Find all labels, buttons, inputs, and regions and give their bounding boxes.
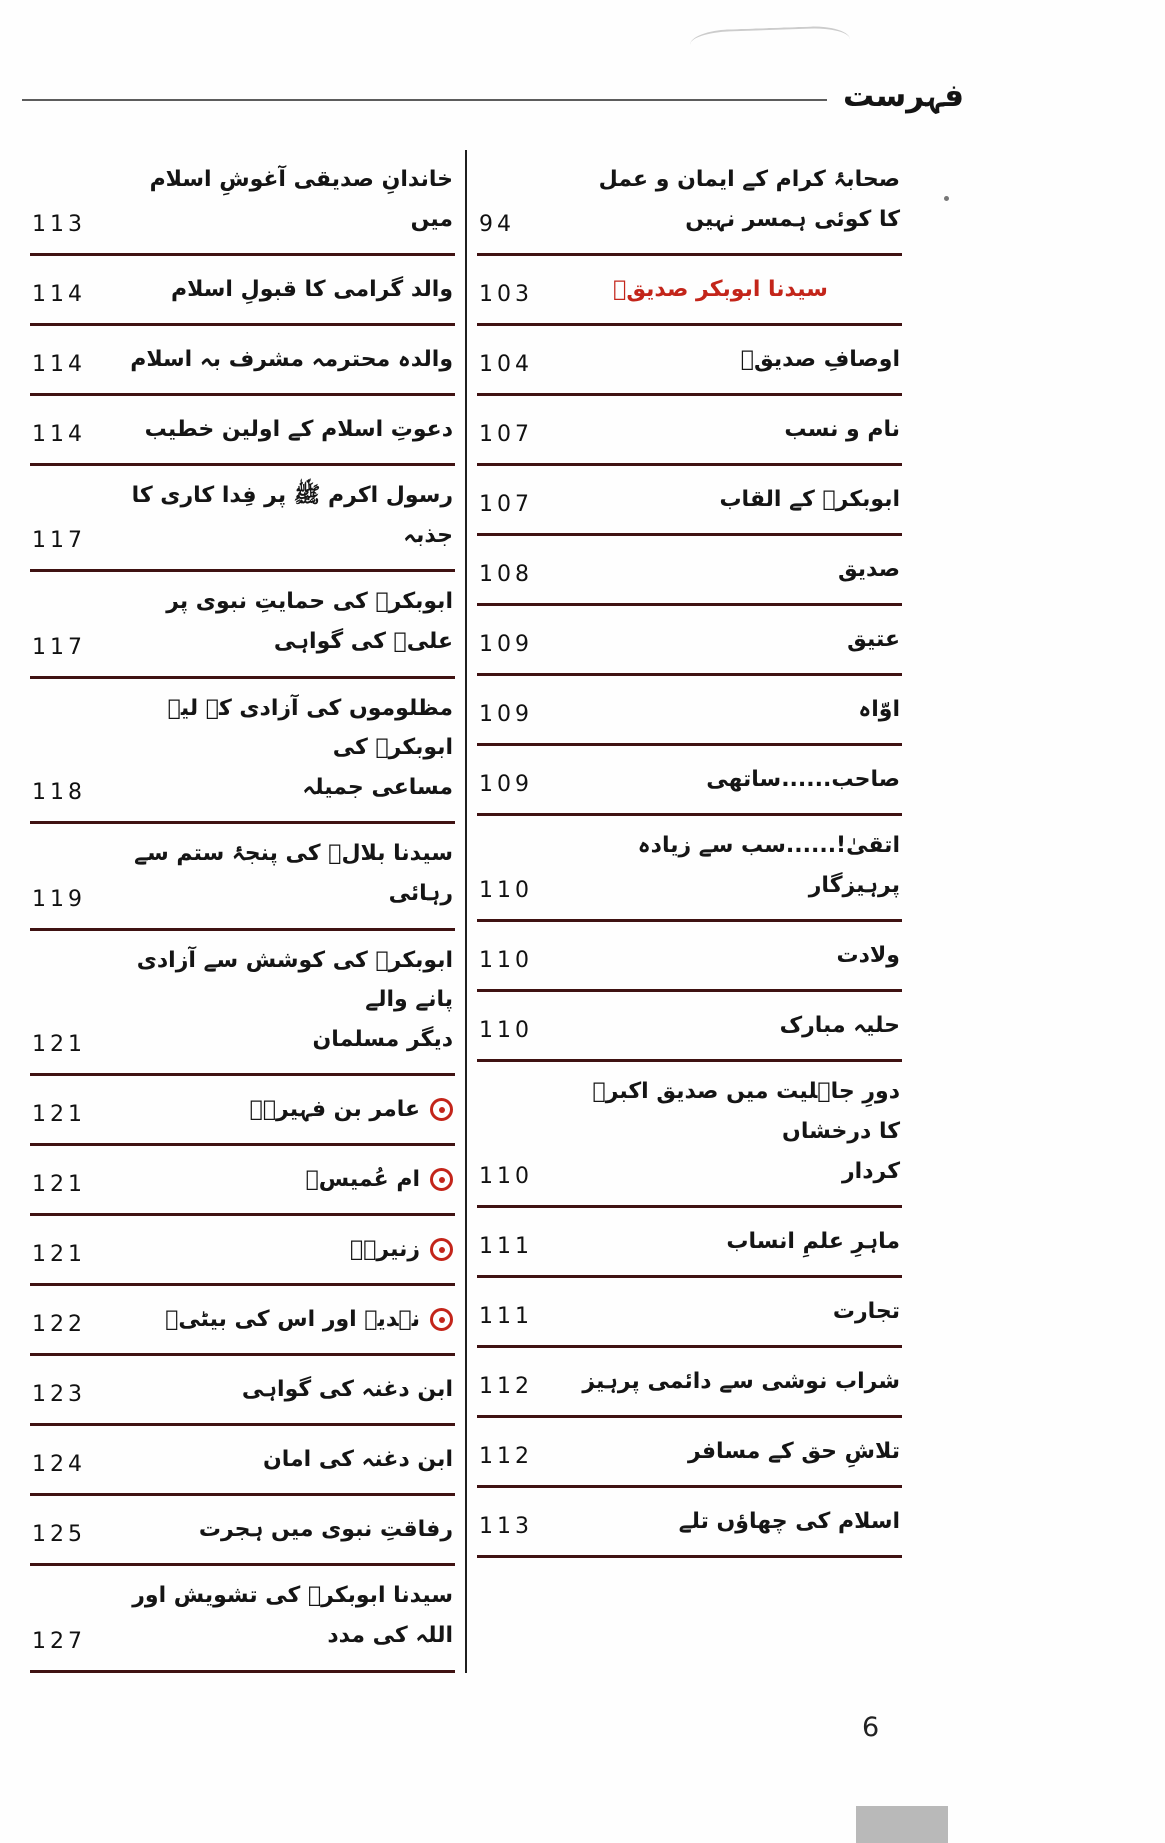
toc-entry bbox=[477, 1418, 902, 1488]
toc-entry bbox=[30, 396, 455, 466]
toc-entry-title: اسلام کی چھاؤں تلے bbox=[678, 1508, 900, 1534]
toc-entry-title: عامر بن فہیرہؓ bbox=[249, 1096, 420, 1122]
toc-entry-title-wrap bbox=[199, 1510, 453, 1550]
toc-entry-title: ماہرِ علمِ انساب bbox=[726, 1228, 900, 1254]
toc-column-left bbox=[20, 150, 465, 1673]
toc-entry bbox=[30, 150, 455, 256]
toc-entry-title: سیدنا ابوبکرؓ کی تشویش اور اللہ کی مدد bbox=[132, 1583, 453, 1648]
scan-artifact-curve bbox=[690, 25, 851, 59]
toc-entry bbox=[30, 466, 455, 572]
toc-entry-page-number: 113 bbox=[479, 1514, 533, 1540]
toc-entry-title-wrap bbox=[570, 1072, 900, 1191]
toc-entry-title-wrap bbox=[570, 826, 900, 905]
toc-entry-title: والدہ محترمہ مشرف بہ اسلام bbox=[130, 346, 453, 372]
red-bullet-icon bbox=[430, 1238, 453, 1261]
toc-entry-title-wrap bbox=[130, 340, 453, 380]
toc-entry-page-number: 121 bbox=[32, 1242, 86, 1268]
toc-entry-page-number: 121 bbox=[32, 1032, 86, 1058]
toc-entry-page-number: 117 bbox=[32, 528, 86, 554]
toc-entry-title: اتقیٰ!......سب سے زیادہ پرہیزگار bbox=[637, 833, 900, 898]
toc-entry bbox=[477, 1278, 902, 1348]
toc-content bbox=[20, 150, 912, 1673]
toc-entry-page-number: 121 bbox=[32, 1172, 86, 1198]
toc-entry-title: ابوبکرؓ کی حمایتِ نبوی پر علیؓ کی گواہی bbox=[166, 589, 453, 654]
toc-entry-page-number: 110 bbox=[479, 948, 533, 974]
toc-entry-page-number: 111 bbox=[479, 1304, 533, 1330]
toc-entry-title-wrap bbox=[837, 936, 900, 976]
toc-entry-title: زنیرہؓ bbox=[350, 1236, 420, 1262]
toc-entry-title-wrap bbox=[679, 1502, 900, 1542]
toc-entry bbox=[477, 676, 902, 746]
toc-entry bbox=[30, 931, 455, 1077]
toc-entry-title-wrap bbox=[123, 834, 453, 913]
toc-entry-page-number: 110 bbox=[479, 1164, 533, 1190]
toc-entry-title-wrap bbox=[165, 1300, 453, 1340]
toc-header bbox=[22, 78, 964, 114]
header-rule bbox=[22, 99, 827, 101]
toc-entry bbox=[477, 466, 902, 536]
toc-entry-page-number: 109 bbox=[479, 772, 533, 798]
toc-entry bbox=[477, 992, 902, 1062]
toc-entry-title-wrap bbox=[719, 480, 900, 520]
toc-entry-title: حلیہ مبارک bbox=[779, 1012, 900, 1038]
toc-entry bbox=[30, 1496, 455, 1566]
toc-entry-page-number: 113 bbox=[32, 212, 86, 238]
toc-entry bbox=[30, 1426, 455, 1496]
toc-entry-title: اوصافِ صدیقؓ bbox=[740, 346, 900, 372]
column-divider bbox=[465, 150, 467, 1673]
scan-artifact-corner bbox=[856, 1806, 948, 1843]
toc-entry bbox=[30, 1566, 455, 1672]
toc-entry-page-number: 112 bbox=[479, 1444, 533, 1470]
toc-entry-title: نہدیہ اور اس کی بیٹیؓ bbox=[165, 1306, 420, 1332]
red-bullet-icon bbox=[430, 1168, 453, 1191]
toc-entry-title: صدیق bbox=[837, 556, 900, 582]
toc-entry-title-wrap bbox=[123, 582, 453, 661]
toc-entry-title: ابن دغنہ کی امان bbox=[262, 1446, 453, 1472]
toc-entry-page-number: 107 bbox=[479, 422, 533, 448]
toc-entry bbox=[477, 256, 902, 326]
toc-entry bbox=[477, 922, 902, 992]
toc-entry-page-number: 110 bbox=[479, 878, 533, 904]
toc-entry-title-wrap bbox=[242, 1370, 453, 1410]
toc-entry-title-wrap bbox=[123, 160, 453, 239]
toc-entry bbox=[477, 746, 902, 816]
toc-entry bbox=[30, 679, 455, 825]
toc-entry-page-number: 104 bbox=[479, 352, 533, 378]
toc-entry-page-number: 117 bbox=[32, 634, 86, 660]
toc-entry-title-wrap bbox=[123, 689, 453, 808]
toc-entry-page-number: 114 bbox=[32, 352, 86, 378]
toc-entry-title-wrap bbox=[123, 941, 453, 1060]
toc-entry-page-number: 111 bbox=[479, 1234, 533, 1260]
toc-entry-page-number: 118 bbox=[32, 780, 86, 806]
toc-entry-page-number: 123 bbox=[32, 1382, 86, 1408]
red-bullet-icon bbox=[430, 1308, 453, 1331]
toc-title: فہرست bbox=[842, 78, 964, 114]
red-bullet-icon bbox=[430, 1098, 453, 1121]
toc-entry-title-wrap bbox=[263, 1440, 453, 1480]
toc-entry-title: دورِ جاہلیت میں صدیق اکبرؓ کا درخشاں کردار bbox=[592, 1079, 900, 1184]
toc-entry-title-wrap bbox=[688, 1432, 900, 1472]
toc-entry-title-wrap bbox=[858, 690, 900, 730]
toc-entry-title-wrap bbox=[784, 410, 900, 450]
toc-entry-page-number: 112 bbox=[479, 1374, 533, 1400]
toc-entry-page-number: 94 bbox=[479, 212, 515, 238]
toc-column-right bbox=[467, 150, 912, 1673]
toc-entry-title-wrap bbox=[780, 1006, 900, 1046]
toc-entry-title: دعوتِ اسلام کے اولین خطیب bbox=[144, 416, 453, 442]
toc-entry-title-wrap bbox=[123, 1576, 453, 1655]
toc-entry bbox=[30, 1146, 455, 1216]
toc-entry bbox=[477, 1062, 902, 1208]
toc-entry bbox=[477, 1348, 902, 1418]
toc-entry-page-number: 108 bbox=[479, 562, 533, 588]
toc-entry-title-wrap bbox=[570, 160, 900, 239]
toc-entry bbox=[477, 326, 902, 396]
toc-entry-title-wrap bbox=[741, 340, 900, 380]
toc-entry bbox=[30, 572, 455, 678]
page-number: 6 bbox=[862, 1712, 880, 1743]
toc-entry-title: سیدنا ابوبکر صدیقؓ bbox=[613, 276, 828, 302]
toc-entry bbox=[477, 536, 902, 606]
toc-entry-title: مظلوموں کی آزادی کے لیے ابوبکرؓ کی مساعی جمیلہ bbox=[167, 695, 453, 800]
toc-entry bbox=[30, 1216, 455, 1286]
toc-entry-title-wrap bbox=[541, 270, 900, 310]
toc-entry-page-number: 121 bbox=[32, 1102, 86, 1128]
scan-artifact-dot bbox=[944, 196, 949, 201]
toc-entry-title-wrap bbox=[123, 476, 453, 555]
toc-entry-title-wrap bbox=[726, 1222, 900, 1262]
toc-entry-page-number: 122 bbox=[32, 1312, 86, 1338]
toc-entry-title-wrap bbox=[306, 1160, 453, 1200]
toc-entry-title: شراب نوشی سے دائمی پرہیز bbox=[582, 1368, 900, 1394]
toc-entry-title-wrap bbox=[706, 760, 900, 800]
toc-entry-title: عتیق bbox=[847, 626, 900, 652]
toc-entry-title-wrap bbox=[847, 620, 900, 660]
toc-entry-title: والد گرامی کا قبولِ اسلام bbox=[170, 276, 453, 302]
toc-entry bbox=[30, 326, 455, 396]
toc-entry bbox=[30, 824, 455, 930]
toc-entry-title-wrap bbox=[350, 1230, 453, 1270]
toc-entry-title: رسول اکرم ﷺ پر فِدا کاری کا جذبہ bbox=[131, 483, 453, 548]
toc-entry bbox=[477, 396, 902, 466]
toc-entry-page-number: 109 bbox=[479, 632, 533, 658]
toc-entry-page-number: 109 bbox=[479, 702, 533, 728]
toc-entry bbox=[30, 1286, 455, 1356]
toc-entry-title: ام عُمیسؓ bbox=[305, 1166, 420, 1192]
toc-entry-page-number: 103 bbox=[479, 282, 533, 308]
toc-entry bbox=[477, 816, 902, 922]
toc-entry bbox=[477, 1488, 902, 1558]
toc-entry bbox=[30, 256, 455, 326]
toc-entry-title-wrap bbox=[250, 1090, 453, 1130]
toc-entry-title: خاندانِ صدیقی آغوشِ اسلام میں bbox=[149, 167, 453, 232]
toc-entry-page-number: 114 bbox=[32, 422, 86, 448]
toc-entry-title: اوّاہ bbox=[858, 696, 900, 722]
toc-entry-title: صحابۂ کرام کے ایمان و عمل کا کوئی ہمسر نہیں bbox=[598, 167, 900, 232]
toc-entry-page-number: 110 bbox=[479, 1018, 533, 1044]
toc-entry bbox=[477, 150, 902, 256]
toc-entry-title: نام و نسب bbox=[784, 416, 900, 442]
toc-entry-title-wrap bbox=[838, 550, 900, 590]
toc-entry-title: ابوبکرؓ کی کوشش سے آزادی پانے والے دیگر مسلمان bbox=[136, 947, 453, 1052]
toc-entry-page-number: 107 bbox=[479, 492, 533, 518]
toc-entry-title-wrap bbox=[582, 1362, 900, 1402]
toc-entry-title: ابوبکرؓ کے القاب bbox=[719, 486, 900, 512]
toc-entry-title: سیدنا بلالؓ کی پنجۂ ستم سے رہائی bbox=[134, 841, 453, 906]
toc-entry-title: ابن دغنہ کی گواہی bbox=[241, 1376, 453, 1402]
toc-entry-page-number: 119 bbox=[32, 886, 86, 912]
toc-entry bbox=[30, 1076, 455, 1146]
toc-entry-title: تلاشِ حق کے مسافر bbox=[687, 1438, 900, 1464]
toc-entry-title: صاحب......ساتھی bbox=[706, 766, 900, 792]
toc-entry-title-wrap bbox=[171, 270, 453, 310]
toc-entry-title-wrap bbox=[145, 410, 453, 450]
toc-entry-title: رفاقتِ نبوی میں ہجرت bbox=[198, 1516, 453, 1542]
toc-entry-page-number: 127 bbox=[32, 1628, 86, 1654]
toc-entry-title-wrap bbox=[833, 1292, 900, 1332]
toc-entry-title: ولادت bbox=[836, 942, 900, 968]
toc-entry bbox=[30, 1356, 455, 1426]
toc-entry bbox=[477, 1208, 902, 1278]
toc-entry bbox=[477, 606, 902, 676]
toc-entry-page-number: 125 bbox=[32, 1522, 86, 1548]
toc-entry-page-number: 114 bbox=[32, 282, 86, 308]
toc-entry-page-number: 124 bbox=[32, 1452, 86, 1478]
toc-entry-title: تجارت bbox=[832, 1298, 900, 1324]
